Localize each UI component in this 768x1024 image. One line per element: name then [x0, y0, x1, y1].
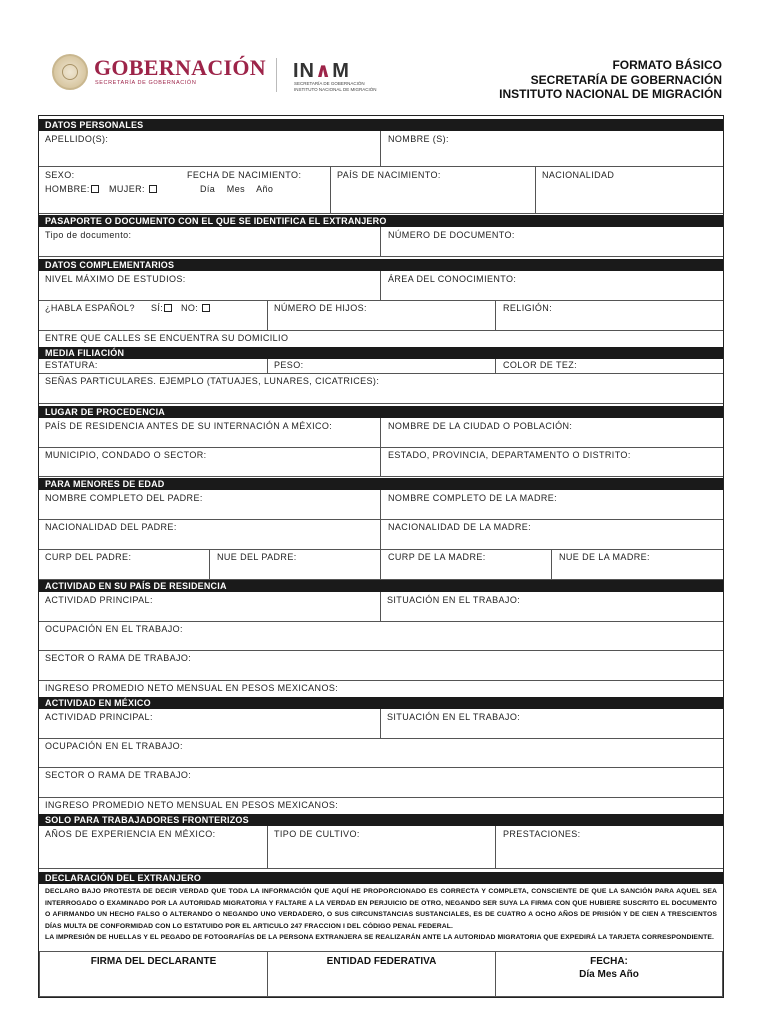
field-entre-calles[interactable]	[39, 331, 723, 347]
field-firma-declarante[interactable]	[39, 951, 268, 997]
label-res-sector: SECTOR O RAMA DE TRABAJO:	[45, 653, 192, 663]
label-habla-espanol: ¿HABLA ESPAÑOL?	[45, 303, 135, 313]
field-nacionalidad-madre[interactable]	[381, 520, 723, 550]
field-nue-madre[interactable]	[552, 550, 723, 580]
field-peso[interactable]	[268, 359, 496, 374]
field-mx-situacion[interactable]	[381, 709, 723, 739]
label-nacionalidad-padre: NACIONALIDAD DEL PADRE:	[45, 522, 177, 532]
field-res-situacion[interactable]	[381, 592, 723, 622]
label-si: SÍ:	[151, 303, 172, 313]
label-mx-sector: SECTOR O RAMA DE TRABAJO:	[45, 770, 192, 780]
field-res-ocupacion[interactable]	[39, 622, 723, 651]
field-mx-actividad-principal[interactable]	[39, 709, 381, 739]
checkbox-hombre[interactable]	[91, 185, 99, 193]
field-habla-espanol	[39, 301, 268, 331]
label-res-ingreso: INGRESO PROMEDIO NETO MENSUAL EN PESOS MEXICANOS:	[45, 683, 339, 693]
label-anos-experiencia: AÑOS DE EXPERIENCIA EN MÉXICO:	[45, 829, 216, 839]
label-estatura: ESTATURA:	[45, 360, 98, 370]
declaration-paragraph-2: LA IMPRESIÓN DE HUELLAS Y EL PEGADO DE FOTOGRAFÍAS DE LA PERSONA EXTRANJERA SE REALIZARÁN ANTE LA AUTORIDAD MIGRATORIA QUE EXPEDIRÁ LA TARJETA CORRESPONDIENTE.	[45, 934, 714, 942]
label-estado: ESTADO, PROVINCIA, DEPARTAMENTO O DISTRITO:	[388, 450, 631, 460]
label-apellidos: APELLIDO(S):	[45, 134, 109, 144]
form-instituto: INSTITUTO NACIONAL DE MIGRACIÓN	[499, 87, 722, 101]
label-prestaciones: PRESTACIONES:	[503, 829, 581, 839]
label-nue-padre: NUE DEL PADRE:	[217, 552, 297, 562]
field-entidad-federativa[interactable]	[267, 951, 496, 997]
label-nacionalidad: NACIONALIDAD	[542, 170, 615, 180]
form-heading	[499, 58, 722, 102]
field-fecha-nacimiento[interactable]	[182, 167, 331, 214]
gobernacion-logo-subtitle: SECRETARÍA DE GOBERNACIÓN	[95, 80, 197, 86]
declaration-paragraph-1: DECLARO BAJO PROTESTA DE DECIR VERDAD QUE TODA LA INFORMACIÓN QUE AQUÍ HE PROPORCIONADO ES CORRECTA Y COMPLETA, CONSCIENTE DE QUE LA SANCIÓN PARA AQUEL SEA INTERROGADO O EXAMINADO POR LA AUTORIDAD MIGRATORIA Y FALTARE A LA VERDAD EN PERJUICIO DE OTRO, NEGANDO SER SUYA LA FIRMA CON QUE HUBIERE SUSCRITO EL DOCUMENTO O AFIRMANDO UN HECHO FALSO O ALTERANDO O NEGANDO UNO VERDADERO, O SUS CIRCUNSTANCIAS SUSTANCIALES, ES DE CUATRO A OCHO AÑOS DE PRISIÓN Y DE CIEN A TRESCIENTOS DÍAS MULTA DE CONFORMIDAD CON LO ESTATUIDO POR EL ARTICULO 247 FRACCION I DEL CÓDIGO PENAL FEDERAL.	[45, 888, 717, 930]
declaration-text	[45, 886, 717, 944]
field-mx-sector[interactable]	[39, 768, 723, 798]
field-nombre-padre[interactable]	[39, 490, 381, 520]
form-secretaria: SECRETARÍA DE GOBERNACIÓN	[530, 72, 722, 87]
field-numero-hijos[interactable]	[268, 301, 496, 331]
label-nombre: NOMBRE (S):	[388, 134, 449, 144]
label-fecha: FECHA:	[590, 956, 628, 967]
label-peso: PESO:	[274, 360, 304, 370]
field-municipio[interactable]	[39, 448, 381, 477]
label-ciudad: NOMBRE DE LA CIUDAD O POBLACIÓN:	[388, 421, 573, 431]
checkbox-no[interactable]	[202, 304, 210, 312]
field-res-ingreso[interactable]	[39, 681, 723, 696]
field-pais-nacimiento[interactable]	[331, 167, 536, 214]
field-mx-ocupacion[interactable]	[39, 739, 723, 768]
label-tipo-cultivo: TIPO DE CULTIVO:	[274, 829, 360, 839]
label-entidad-federativa: ENTIDAD FEDERATIVA	[326, 956, 437, 967]
section-trabajadores-fronterizos: SOLO PARA TRABAJADORES FRONTERIZOS	[39, 814, 723, 826]
field-ciudad[interactable]	[381, 418, 723, 448]
field-curp-padre[interactable]	[39, 550, 210, 580]
field-pais-residencia[interactable]	[39, 418, 381, 448]
field-estatura[interactable]	[39, 359, 268, 374]
inm-logo-subtitle: SECRETARÍA DE GOBERNACIÓN INSTITUTO NACIONAL DE MIGRACIÓN	[294, 81, 377, 92]
field-tipo-documento[interactable]	[39, 227, 381, 257]
field-prestaciones[interactable]	[496, 826, 723, 869]
label-mx-ingreso: INGRESO PROMEDIO NETO MENSUAL EN PESOS MEXICANOS:	[45, 800, 339, 810]
label-sexo: SEXO:	[45, 170, 75, 180]
label-entre-calles: ENTRE QUE CALLES SE ENCUENTRA SU DOMICILIO	[45, 333, 289, 343]
label-nivel-estudios: NIVEL MÁXIMO DE ESTUDIOS:	[45, 274, 186, 284]
label-res-ocupacion: OCUPACIÓN EN EL TRABAJO:	[45, 624, 183, 634]
label-pais-residencia: PAÍS DE RESIDENCIA ANTES DE SU INTERNACIÓN A MÉXICO:	[45, 421, 333, 431]
section-declaracion: DECLARACIÓN DEL EXTRANJERO	[39, 872, 723, 884]
label-mujer: MUJER:	[109, 184, 157, 194]
section-menores-edad: PARA MENORES DE EDAD	[39, 478, 723, 490]
field-apellidos[interactable]	[39, 131, 381, 167]
field-nombre[interactable]	[381, 131, 723, 167]
section-media-filiacion: MEDIA FILIACIÓN	[39, 347, 723, 359]
field-color-tez[interactable]	[496, 359, 723, 374]
label-senas-particulares: SEÑAS PARTICULARES. EJEMPLO (TATUAJES, LUNARES, CICATRICES):	[45, 376, 380, 386]
form-title: FORMATO BÁSICO	[612, 58, 722, 72]
label-curp-madre: CURP DE LA MADRE:	[388, 552, 486, 562]
gobernacion-logo-text: GOBERNACIÓN	[94, 55, 266, 80]
field-tipo-cultivo[interactable]	[268, 826, 496, 869]
label-nombre-padre: NOMBRE COMPLETO DEL PADRE:	[45, 493, 203, 503]
field-estado[interactable]	[381, 448, 723, 477]
header-divider	[276, 58, 277, 92]
field-res-sector[interactable]	[39, 651, 723, 681]
field-nombre-madre[interactable]	[381, 490, 723, 520]
section-datos-personales: DATOS PERSONALES	[39, 119, 723, 131]
label-tipo-documento: Tipo de documento:	[45, 230, 132, 240]
field-religion[interactable]	[496, 301, 723, 331]
label-municipio: MUNICIPIO, CONDADO O SECTOR:	[45, 450, 207, 460]
checkbox-si[interactable]	[164, 304, 172, 312]
field-anos-experiencia[interactable]	[39, 826, 268, 869]
label-mx-ocupacion: OCUPACIÓN EN EL TRABAJO:	[45, 741, 183, 751]
field-res-actividad-principal[interactable]	[39, 592, 381, 622]
label-curp-padre: CURP DEL PADRE:	[45, 552, 132, 562]
field-curp-madre[interactable]	[381, 550, 552, 580]
page-header	[0, 0, 768, 112]
label-no: NO:	[181, 303, 210, 313]
inm-logo: IN∧M	[293, 60, 350, 82]
field-nacionalidad[interactable]	[536, 167, 723, 214]
label-nacionalidad-madre: NACIONALIDAD DE LA MADRE:	[388, 522, 532, 532]
label-mx-actividad-principal: ACTIVIDAD PRINCIPAL:	[45, 712, 153, 722]
field-area-conocimiento[interactable]	[381, 271, 723, 301]
checkbox-mujer[interactable]	[149, 185, 157, 193]
field-mx-ingreso[interactable]	[39, 798, 723, 813]
field-nivel-estudios[interactable]	[39, 271, 381, 301]
label-firma-declarante: FIRMA DEL DECLARANTE	[90, 956, 217, 967]
field-fecha-firma[interactable]	[495, 951, 723, 997]
label-color-tez: COLOR DE TEZ:	[503, 360, 578, 370]
field-numero-documento[interactable]	[381, 227, 723, 257]
label-res-actividad-principal: ACTIVIDAD PRINCIPAL:	[45, 595, 153, 605]
label-res-situacion: SITUACIÓN EN EL TRABAJO:	[387, 595, 521, 605]
label-nombre-madre: NOMBRE COMPLETO DE LA MADRE:	[388, 493, 558, 503]
label-numero-hijos: NÚMERO DE HIJOS:	[274, 303, 367, 313]
label-area-conocimiento: ÁREA DEL CONOCIMIENTO:	[388, 274, 517, 284]
national-seal-icon	[52, 54, 88, 90]
label-mx-situacion: SITUACIÓN EN EL TRABAJO:	[387, 712, 521, 722]
field-nacionalidad-padre[interactable]	[39, 520, 381, 550]
label-nue-madre: NUE DE LA MADRE:	[559, 552, 650, 562]
section-datos-complementarios: DATOS COMPLEMENTARIOS	[39, 259, 723, 271]
label-numero-documento: NÚMERO DE DOCUMENTO:	[388, 230, 515, 240]
label-fecha-partes: Día Mes Año	[579, 969, 639, 980]
label-fecha-nacimiento: FECHA DE NACIMIENTO:	[187, 170, 302, 180]
label-pais-nacimiento: PAÍS DE NACIMIENTO:	[337, 170, 441, 180]
section-lugar-procedencia: LUGAR DE PROCEDENCIA	[39, 406, 723, 418]
label-religion: RELIGIÓN:	[503, 303, 553, 313]
migration-form	[38, 115, 724, 998]
label-hombre: HOMBRE:	[45, 184, 99, 194]
field-senas-particulares[interactable]	[39, 374, 723, 404]
section-actividad-mexico: ACTIVIDAD EN MÉXICO	[39, 697, 723, 709]
label-fecha-partes: Día Mes Año	[200, 184, 274, 194]
section-pasaporte: PASAPORTE O DOCUMENTO CON EL QUE SE IDENTIFICA EL EXTRANJERO	[39, 215, 723, 227]
section-actividad-residencia: ACTIVIDAD EN SU PAÍS DE RESIDENCIA	[39, 580, 723, 592]
field-sexo	[39, 167, 182, 214]
field-nue-padre[interactable]	[210, 550, 381, 580]
